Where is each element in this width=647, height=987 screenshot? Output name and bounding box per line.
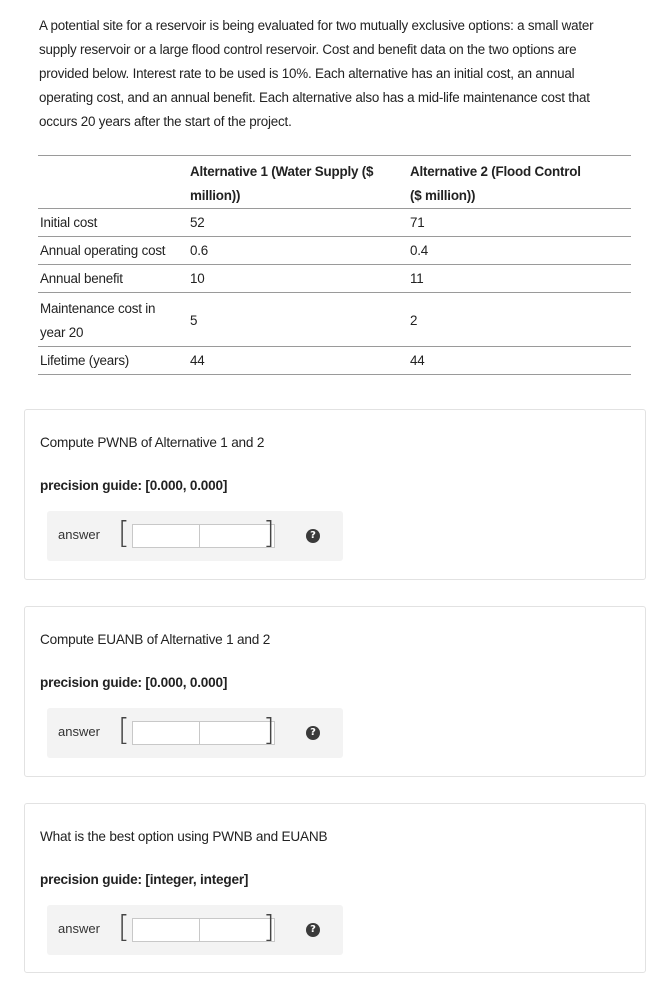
answer-input-1[interactable] (132, 918, 208, 942)
answer-label: answer (58, 724, 100, 739)
row-label: Initial cost (38, 209, 188, 237)
answer-label: answer (58, 921, 100, 936)
answer-box (47, 511, 343, 561)
alt1-value: 10 (188, 265, 408, 293)
question-card-pwnb (24, 409, 646, 580)
alt1-value: 5 (188, 293, 408, 347)
alt2-value: 11 (408, 265, 631, 293)
cost-benefit-table (38, 155, 631, 375)
table-header-alt2: Alternative 2 (Flood Control ($ million)) (408, 156, 631, 209)
table-header-empty (38, 156, 188, 209)
problem-statement: A potential site for a reservoir is being evaluated for two mutually exclusive options: a small water supply reservoir or a large flood control reservoir. Cost and benefit data on the two options are provided below. Interest rate to be used is 10%. Each alternative has an initial cost, an annual operating cost, and an annual benefit. Each alternative also has a mid-life maintenance cost that occurs 20 years after the start of the project. (39, 18, 594, 129)
question-text: What is the best option using PWNB and EUANB (40, 829, 328, 844)
alt1-value: 0.6 (188, 237, 408, 265)
question-card-euanb (24, 606, 646, 777)
table-header-row (38, 156, 631, 209)
close-bracket: ] (263, 516, 275, 551)
alt1-value: 44 (188, 347, 408, 375)
open-bracket: [ (118, 713, 130, 748)
table-row (38, 237, 631, 265)
question-text: Compute PWNB of Alternative 1 and 2 (40, 435, 265, 450)
row-label: Maintenance cost in year 20 (38, 293, 188, 347)
row-label: Annual benefit (38, 265, 188, 293)
table-row (38, 347, 631, 375)
open-bracket: [ (118, 910, 130, 945)
alt1-value: 52 (188, 209, 408, 237)
table-row (38, 209, 631, 237)
precision-guide: precision guide: [integer, integer] (40, 872, 249, 887)
close-bracket: ] (263, 910, 275, 945)
answer-box (47, 905, 343, 955)
open-bracket: [ (118, 516, 130, 551)
answer-input-1[interactable] (132, 721, 208, 745)
close-bracket: ] (263, 713, 275, 748)
answer-box (47, 708, 343, 758)
alt2-value: 0.4 (408, 237, 631, 265)
row-label: Lifetime (years) (38, 347, 188, 375)
table-row (38, 265, 631, 293)
precision-guide: precision guide: [0.000, 0.000] (40, 675, 228, 690)
alt2-value: 44 (408, 347, 631, 375)
row-label: Annual operating cost (38, 237, 188, 265)
table-row (38, 293, 631, 347)
alt2-value: 71 (408, 209, 631, 237)
table-header-alt1: Alternative 1 (Water Supply ($ million)) (188, 156, 408, 209)
alt2-value: 2 (408, 293, 631, 347)
answer-input-1[interactable] (132, 524, 208, 548)
precision-guide: precision guide: [0.000, 0.000] (40, 478, 228, 493)
question-text: Compute EUANB of Alternative 1 and 2 (40, 632, 271, 647)
help-icon[interactable]: ? (306, 529, 320, 543)
help-icon[interactable]: ? (306, 726, 320, 740)
help-icon[interactable]: ? (306, 923, 320, 937)
answer-label: answer (58, 527, 100, 542)
question-card-best-option (24, 803, 646, 973)
